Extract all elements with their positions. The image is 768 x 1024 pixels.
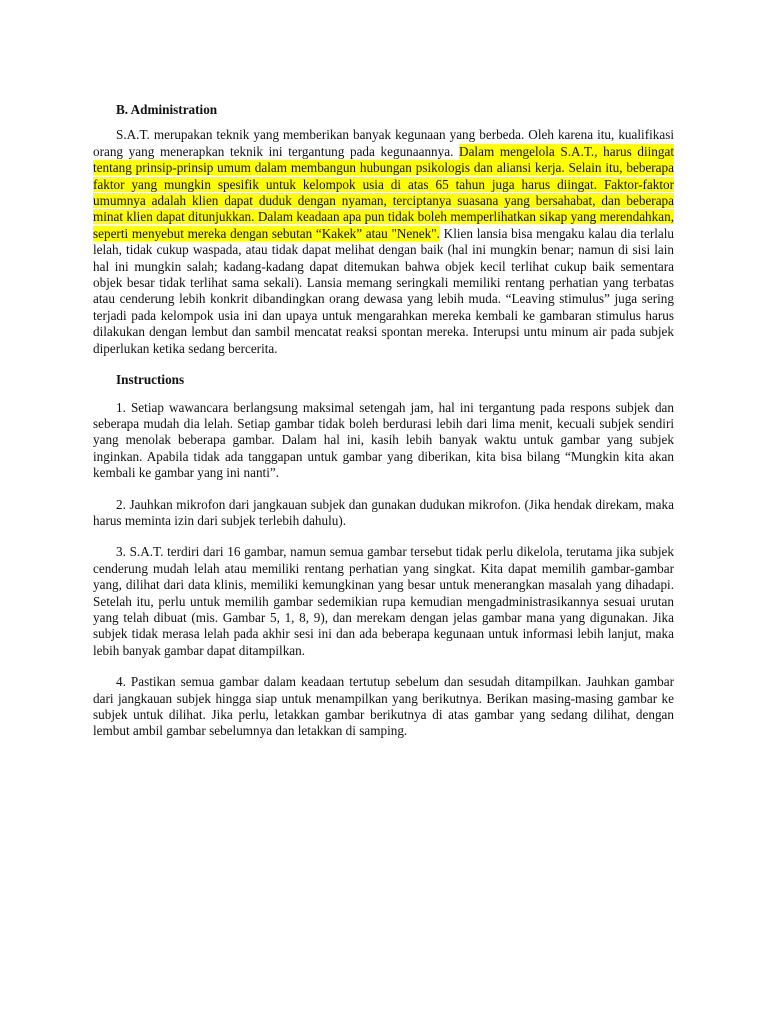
instruction-item-3: 3. S.A.T. terdiri dari 16 gambar, namun semua gambar tersebut tidak perlu dikelola, terutama jika subjek cenderung mudah lelah atau memiliki rentang perhatian yang singkat. Kita dapat memilih gambar-gambar yang, dilihat dari data klinis, memiliki kemungkinan yang besar untuk menerangkan masalah yang dihadapi. Setelah itu, perlu untuk memilih gambar sedemikian rupa kemudian mengadministrasikannya sesuai urutan yang telah dibuat (mis. Gambar 5, 1, 8, 9), dan merekam dengan jelas gambar mana yang digunakan. Jika subjek tidak merasa lelah pada akhir sesi ini dan ada beberapa kegunaan untuk informasi lebih lanjut, maka lebih banyak gambar dapat ditampilkan. [93,544,674,658]
instruction-item-4: 4. Pastikan semua gambar dalam keadaan tertutup sebelum dan sesudah ditampilkan. Jauhkan gambar dari jangkauan subjek hingga siap untuk menampilkan yang berikutnya. Berikan masing-masing gambar ke subjek untuk dilihat. Jika perlu, letakkan gambar berikutnya di atas gambar yang sedang dilihat, dengan lembut ambil gambar sebelumnya dan letakkan di samping. [93,674,674,739]
section-heading-administration: B. Administration [116,102,218,117]
instruction-item-1: 1. Setiap wawancara berlangsung maksimal setengah jam, hal ini tergantung pada respons subjek dan seberapa mudah dia lelah. Setiap gambar tidak boleh berdurasi lebih dari lima menit, kecuali subjek sendiri yang menolak beberapa gambar. Dalam hal ini, kasih lebih banyak waktu untuk gambar yang subjek inginkan. Apabila tidak ada tanggapan untuk gambar yang diberikan, kita bisa bilang “Mungkin kita akan kembali ke gambar yang ini nanti”. [93,399,674,481]
administration-text-end: Klien lansia bisa mengaku kalau dia terlalu lelah, tidak cukup waspada, atau tidak dapat melihat dengan baik (hal ini mungkin benar; namun di sisi lain hal ini mungkin salah; kadang-kadang dapat ditemukan bahwa objek kecil terlihat cukup baik sementara objek besar tidak terlihat sama sekali). Lansia memang seringkali memiliki rentang perhatian yang terbatas atau cenderung lebih konkrit dibandingkan orang dewasa yang lebih muda. “Leaving stimulus” juga sering terjadi pada kelompok usia ini dan upaya untuk mengarahkan mereka kembali ke gambaran stimulus harus dilakukan dengan lembut dan sambil mencatat reaksi spontan mereka. Interupsi untu minum air pada subjek diperlukan ketika sedang bercerita. [93,225,674,356]
highlighted-text: Dalam mengelola S.A.T., harus diingat tentang prinsip-prinsip umum dalam membangun hubungan psikologis dan aliansi kerja. Selain itu, beberapa faktor yang mungkin spesifik untuk kelompok usia di atas 65 tahun juga harus diingat. Faktor-faktor umumnya adalah klien dapat duduk dengan nyaman, terciptanya suasana yang bersahabat, dan beberapa minat klien dapat ditunjukkan. Dalam keadaan apa pun tidak boleh memperlihatkan sikap yang merendahkan, seperti menyebut mereka dengan sebutan “Kakek” atau "Nenek". [93,143,675,241]
administration-text-start: S.A.T. merupakan teknik yang memberikan banyak kegunaan yang berbeda. Oleh karena itu, kualifikasi orang yang menerapkan teknik ini tergantung pada kegunaannya. [93,127,674,159]
instruction-item-2: 2. Jauhkan mikrofon dari jangkauan subjek dan gunakan dudukan mikrofon. (Jika hendak direkam, maka harus meminta izin dari subjek terlebih dahulu). [93,496,674,528]
administration-paragraph [93,127,674,357]
section-heading-instructions: Instructions [116,372,185,388]
document-page [93,92,674,740]
